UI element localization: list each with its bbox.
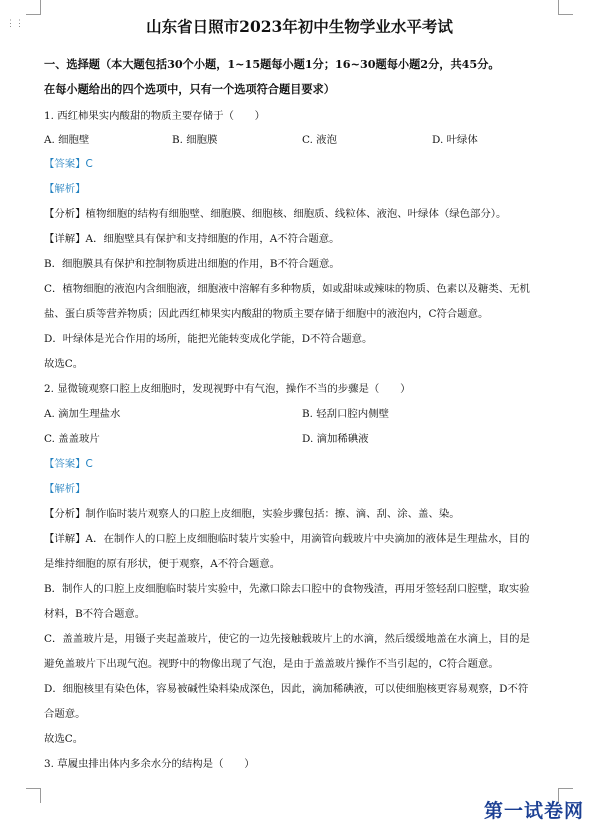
q1-detail-line: C．植物细胞的液泡内含细胞液，细胞液中溶解有多种物质，如或甜味或辣味的物质、色素以及糖类、无机 <box>44 283 530 295</box>
q2-option-c: C. 盖盖玻片 <box>44 433 100 445</box>
q1-detail-line: 【详解】A．细胞壁具有保护和支持细胞的作用，A不符合题意。 <box>44 233 340 245</box>
q1-analysis-label: 【解析】 <box>44 183 86 195</box>
q2-detail-line: C．盖盖玻片是，用镊子夹起盖玻片，使它的一边先接触载玻片上的水滴，然后缓缓地盖在水滴上，目的是 <box>44 633 530 645</box>
section-heading: 一、选择题（本大题包括30个小题，1~15题每小题1分；16~30题每小题2分，共45分。 <box>44 57 500 71</box>
q2-detail-line: 是维持细胞的原有形状，便于观察，A不符合题意。 <box>44 558 281 570</box>
q2-conclusion: 故选C。 <box>44 733 84 745</box>
q1-option-c: C. 液泡 <box>302 134 337 146</box>
q1-detail-line: B．细胞膜具有保护和控制物质进出细胞的作用，B不符合题意。 <box>44 258 340 270</box>
q2-detail-line: 【详解】A．在制作人的口腔上皮细胞临时装片实验中，用滴管向载玻片中央滴加的液体是生理盐水，目的 <box>44 533 530 545</box>
q1-analysis: 【分析】植物细胞的结构有细胞壁、细胞膜、细胞核、细胞质、线粒体、液泡、叶绿体（绿色部分）。 <box>44 208 507 220</box>
q2-option-d: D. 滴加稀碘液 <box>302 433 369 445</box>
q2-answer: 【答案】C <box>44 458 93 470</box>
q1-conclusion: 故选C。 <box>44 358 84 370</box>
question-1-stem: 1. 西红柿果实内酸甜的物质主要存储于（ ） <box>44 110 266 122</box>
q2-detail-line: 合题意。 <box>44 708 86 720</box>
q2-analysis: 【分析】制作临时装片观察人的口腔上皮细胞，实验步骤包括：擦、滴、刮、涂、盖、染。 <box>44 508 460 520</box>
page-corner-mark <box>26 788 41 803</box>
q1-detail-line: D．叶绿体是光合作用的场所，能把光能转变成化学能，D不符合题意。 <box>44 333 373 345</box>
q2-detail-line: B．制作人的口腔上皮细胞临时装片实验中，先漱口除去口腔中的食物残渣，再用牙签轻刮口腔壁，取实验 <box>44 583 530 595</box>
q1-answer: 【答案】C <box>44 158 93 170</box>
q2-analysis-label: 【解析】 <box>44 483 86 495</box>
page-corner-mark <box>26 0 41 15</box>
question-2-stem: 2. 显微镜观察口腔上皮细胞时，发现视野中有气泡，操作不当的步骤是（ ） <box>44 383 411 395</box>
q1-option-d: D. 叶绿体 <box>432 134 478 146</box>
q2-detail-line: D．细胞核里有染色体，容易被碱性染料染成深色，因此，滴加稀碘液，可以使细胞核更容易观察，D不符 <box>44 683 529 695</box>
q1-detail-line: 盐、蛋白质等营养物质；因此西红柿果实内酸甜的物质主要存储于细胞中的液泡内，C符合题意。 <box>44 308 489 320</box>
drag-handle-icon[interactable]: ⋮⋮ <box>6 19 24 29</box>
q1-option-a: A. 细胞壁 <box>44 134 90 146</box>
q2-detail-line: 材料，B不符合题意。 <box>44 608 146 620</box>
section-instruction: 在每小题给出的四个选项中，只有一个选项符合题目要求） <box>44 82 335 96</box>
page-corner-mark <box>558 0 573 15</box>
q1-option-b: B. 细胞膜 <box>172 134 218 146</box>
q2-option-b: B. 轻刮口腔内侧壁 <box>302 408 389 420</box>
watermark-logo: 第一试卷网 <box>484 800 585 822</box>
q2-option-a: A. 滴加生理盐水 <box>44 408 121 420</box>
question-3-stem: 3. 草履虫排出体内多余水分的结构是（ ） <box>44 758 255 770</box>
page-title: 山东省日照市2023年初中生物学业水平考试 <box>146 17 453 36</box>
q2-detail-line: 避免盖玻片下出现气泡。视野中的物像出现了气泡，是由于盖盖玻片操作不当引起的，C符合题意。 <box>44 658 499 670</box>
